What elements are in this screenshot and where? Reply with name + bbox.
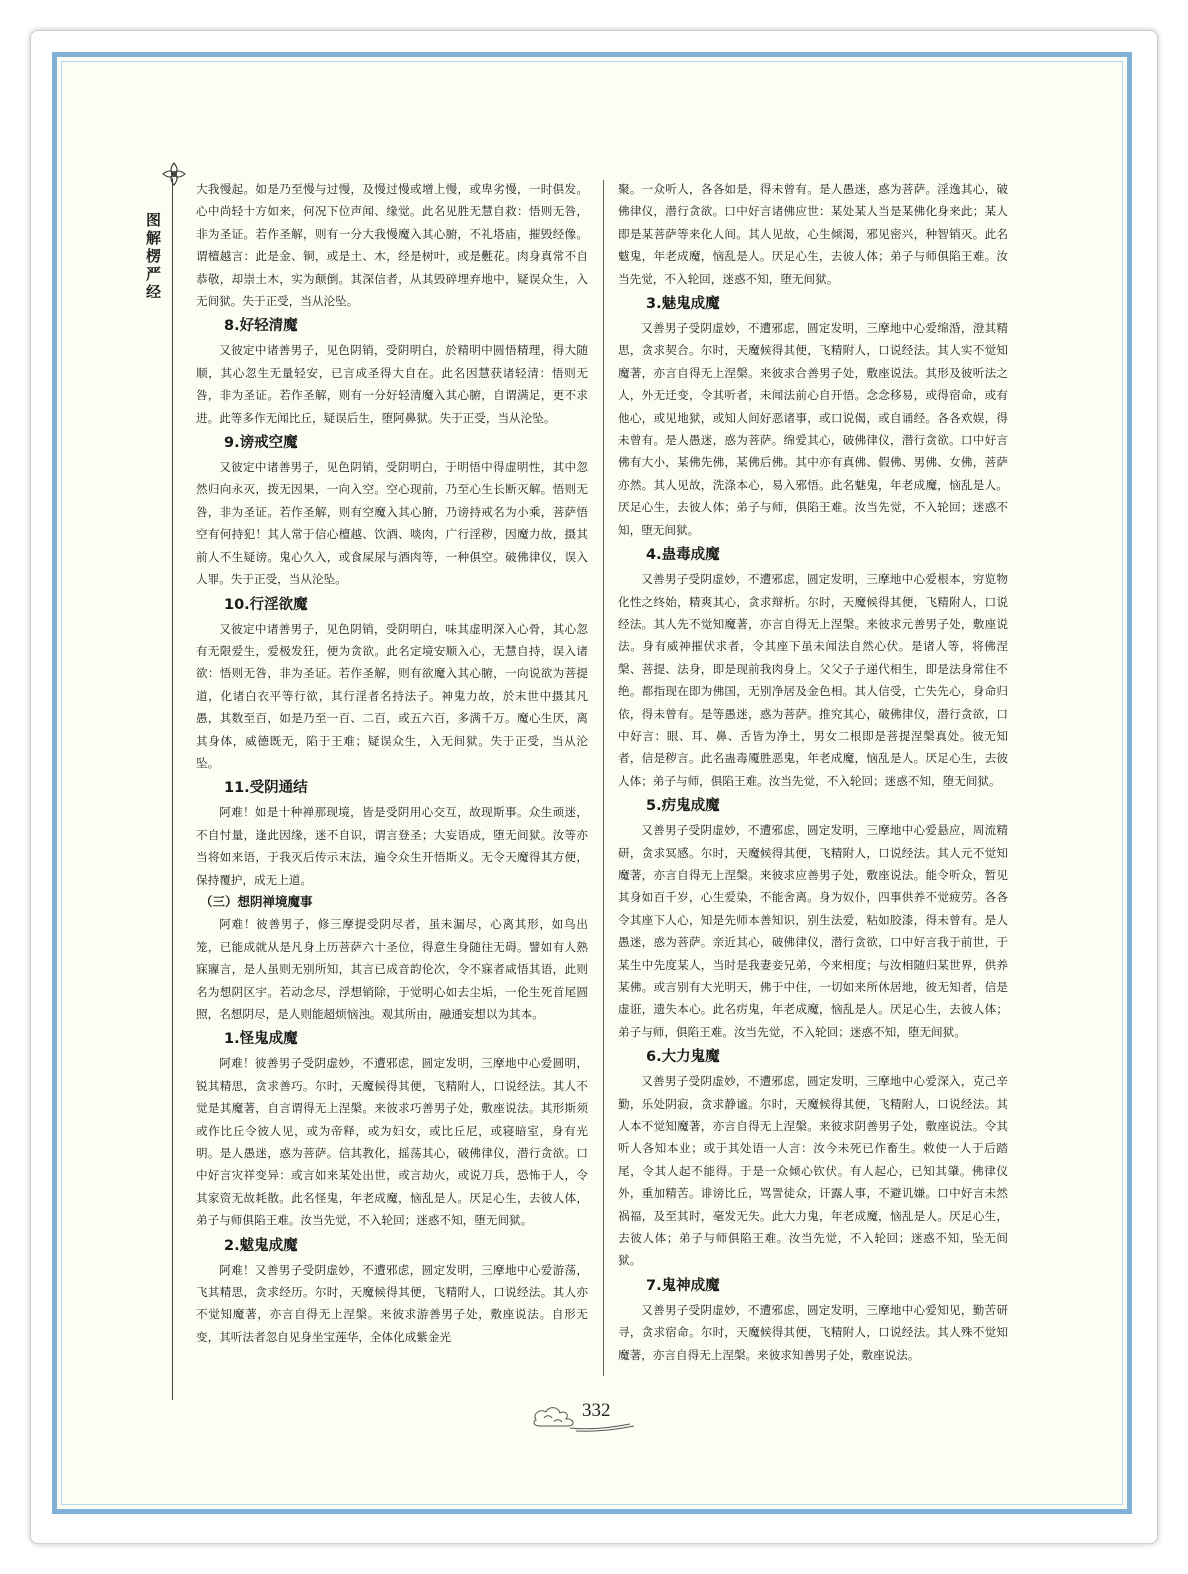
page-footer	[530, 1398, 640, 1432]
body-paragraph: 阿难！如是十种禅那现境，皆是受阴用心交互，故现斯事。众生顽迷，不自忖量，逢此因缘，迷不自识，谓言登圣；大妄语成，堕无间狱。汝等亦当将如来语，于我灭后传示末法，遍令众生开悟斯义。无令天魔得其方便，保持覆护，成无上道。	[196, 805, 588, 887]
body-paragraph: 大我慢起。如是乃至慢与过慢，及慢过慢或增上慢，或卑劣慢，一时俱发。心中尚轻十方如来，何况下位声闻、缘觉。此名见胜无慧自救：悟则无咎，非为圣证。若作圣解，则有一分大我慢魔入其心腑，不礼塔庙，摧毁经像。谓檀越言：此是金、铜，或是土、木，经是树叶，或是氎花。肉身真常不自恭敬，却崇土木，实为颠倒。其深信者，从其毁碎埋弃地中，疑误众生，入无间狱。失于正受，当从沦坠。	[196, 182, 588, 309]
body-paragraph: 阿难！彼善男子，修三摩提受阴尽者，虽未漏尽，心离其形，如鸟出笼，已能成就从是凡身上历菩萨六十圣位，得意生身随往无碍。譬如有人熟寐寱言，是人虽则无别所知，其言已成音韵伦次，令不寐者咸悟其语，此则名为想阴区宇。若动念尽，浮想销除，于觉明心如去尘垢，一伦生死首尾圆照，名想阴尽，是人则能超烦恼浊。观其所由，融通妄想以为其本。	[196, 917, 588, 1021]
section-heading: 10.行淫欲魔	[224, 596, 308, 613]
section-heading: 1.怪鬼成魔	[224, 1031, 298, 1048]
body-paragraph: 又善男子受阴虚妙，不遭邪虑，圆定发明，三摩地中心爱深入，克己辛勤，乐处阴寂，贪求静谧。尔时，天魔候得其便，飞精附人，口说经法。其人本不觉知魔著，亦言自得无上涅槃。来彼求阴善男子处，敷座说法。令其听人各知本业；或于其处语一人言：汝今未死已作畜生。敕使一人于后踏尾，令其人起不能得。于是一众倾心钦伏。有人起心，已知其肇。佛律仪外，重加精苦。诽谤比丘，骂詈徒众，讦露人事，不避讥嫌。口中好言未然祸福，及至其时，毫发无失。此大力鬼，年老成魔，恼乱是人。厌足心生，去彼人体；弟子与师俱陷王难。汝当先觉，不入轮回；迷惑不知，坠无间狱。	[618, 1074, 1008, 1268]
book-title-vertical: 图解楞严经	[144, 212, 162, 302]
right-text-column	[618, 178, 1008, 1366]
body-paragraph: 又善男子受阴虚妙，不遭邪虑，圆定发明，三摩地中心爱知见，勤苦研寻，贪求宿命。尔时，天魔候得其便，飞精附人，口说经法。其人殊不觉知魔著，亦言自得无上涅槃。来彼求知善男子处，敷座说法。	[618, 1302, 1008, 1362]
body-paragraph: 又彼定中诸善男子，见色阴销，受阴明白，味其虚明深入心骨，其心忽有无限爱生，爱极发狂，便为贪欲。此名定境安顺入心，无慧自持，误入诸欲：悟则无咎，非为圣证。若作圣解，则有欲魔入其心腑，一向说欲为菩提道，化诸白衣平等行欲，其行淫者名持法子。神鬼力故，於末世中摄其凡愚，其数至百，如是乃至一百、二百，或五六百，多满千万。魔心生厌，离其身体，威德既无，陷于王难；疑误众生，入无间狱。失于正受，当从沦坠。	[196, 621, 588, 770]
body-paragraph: 阿难！又善男子受阴虚妙，不遭邪虑，圆定发明，三摩地中心爱游荡，飞其精思，贪求经历。尔时，天魔候得其便，飞精附人，口说经法。其人亦不觉知魔著，亦言自得无上涅槃。来彼求游善男子处，敷座说法。自形无变，其听法者忽自见身坐宝莲华，全体化成紫金光	[196, 1262, 588, 1344]
subsection-heading: （三）想阴禅境魔事	[200, 893, 313, 909]
margin-rule	[172, 178, 173, 1400]
body-paragraph: 又彼定中诸善男子，见色阴销，受阴明白，于明悟中得虚明性，其中忽然归向永灭，拨无因果，一向入空。空心现前，乃至心生长断灭解。悟则无咎，非为圣证。若作圣解，则有空魔入其心腑，乃谤持戒名为小乘，菩萨悟空有何持犯！其人常于信心檀越、饮酒、啖肉，广行淫秽，因魔力故，摄其前人不生疑谤。鬼心久入，或食屎尿与酒肉等，一种俱空。破佛律仪，误入人罪。失于正受，当从沦坠。	[196, 460, 588, 587]
section-heading: 11.受阴通结	[224, 780, 308, 797]
section-heading: 2.魃鬼成魔	[224, 1237, 298, 1254]
body-paragraph: 聚。一众听人，各各如是，得未曾有。是人愚迷，惑为菩萨。淫逸其心，破佛律仪，潜行贪欲。口中好言诸佛应世：某处某人当是某佛化身来此；某人即是某菩萨等来化人间。其人见故，心生倾渴，邪见密兴，种智销灭。此名魃鬼，年老成魔，恼乱是人。厌足心生，去彼人体；弟子与师俱陷王难。汝当先觉，不入轮回，迷惑不知，堕无间狱。	[618, 182, 1008, 286]
left-text-column	[196, 178, 588, 1348]
body-paragraph: 又善男子受阴虚妙，不遭邪虑，圆定发明，三摩地中心爱悬应，周流精研，贪求冥感。尔时，天魔候得其便，飞精附人，口说经法。其人元不觉知魔著，亦言自得无上涅槃。来彼求应善男子处，敷座说法。能令听众，暂见其身如百千岁，心生爱染，不能舍离。身为奴仆，四事供养不觉疲劳。各各令其座下人心，知是先师本善知识，别生法爱，粘如胶漆，得未曾有。是人愚迷，惑为菩萨。亲近其心，破佛律仪，潜行贪欲，口中好言我于前世，于某生中先度某人，当时是我妻妾兄弟，今来相度；与汝相随归某世界，供养某佛。或言别有大光明天，佛于中住，一切如来所休居地，彼无知者，信是虚诳，遗失本心。此名疠鬼，年老成魔，恼乱是人。厌足心生，去彼人体；弟子与师，俱陷王难。汝当先觉，不入轮回；迷惑不知，堕无间狱。	[618, 823, 1008, 1039]
section-heading: 9.谤戒空魔	[224, 435, 298, 452]
section-heading: 6.大力鬼魔	[646, 1049, 720, 1066]
column-divider	[603, 180, 604, 1376]
section-heading: 5.疠鬼成魔	[646, 798, 720, 815]
section-heading: 7.鬼神成魔	[646, 1277, 720, 1294]
body-paragraph: 又彼定中诸善男子，见色阴销，受阴明白，於精明中圆悟精理，得大随顺，其心忽生无量轻安，已言成圣得大自在。此名因慧获诸轻清：悟则无咎，非为圣证。若作圣解，则有一分好轻清魔入其心腑，自谓满足，更不求进。此等多作无闻比丘，疑误后生，堕阿鼻狱。失于正受，当从沦坠。	[196, 343, 588, 425]
body-paragraph: 又善男子受阴虚妙，不遭邪虑，圆定发明，三摩地中心爱根本，穷览物化性之终始，精爽其心，贪求辩析。尔时，天魔候得其便，飞精附人，口说经法。其人先不觉知魔著，亦言自得无上涅槃。来彼求元善男子处，敷座说法。身有威神摧伏求者，令其座下虽未闻法自然心伏。是诸人等，将佛涅槃、菩提、法身，即是现前我肉身上。父父子子递代相生，即是法身常住不绝。都指现在即为佛国，无别净居及金色相。其人信受，亡失先心，身命归依，得未曾有。是等愚迷，惑为菩萨。推究其心，破佛律仪，潜行贪欲，口中好言：眼、耳、鼻、舌皆为净土，男女二根即是菩提涅槃真处。彼无知者，信是秽言。此名蛊毒魇胜恶鬼，年老成魔，恼乱是人。厌足心生，去彼人体；弟子与师，俱陷王难。汝当先觉，不入轮回；迷惑不知，堕无间狱。	[618, 572, 1008, 788]
page-number: 332	[582, 1400, 611, 1421]
section-heading: 4.蛊毒成魔	[646, 547, 720, 564]
body-paragraph: 又善男子受阴虚妙，不遭邪虑，圆定发明，三摩地中心爱绵涽，澄其精思，贪求契合。尔时，天魔候得其便，飞精附人，口说经法。其人实不觉知魔著，亦言自得无上涅槃。来彼求合善男子处，敷座说法。其形及彼听法之人，外无迁变，令其听者，未闻法前心自开悟。念念移易，或得宿命，或有他心，或见地狱，或知人间好恶诸事，或口说偈，或自诵经。各各欢娱，得未曾有。是人愚迷，惑为菩萨。绵爱其心，破佛律仪，潜行贪欲。口中好言佛有大小，某佛先佛，某佛后佛。其中亦有真佛、假佛、男佛、女佛，菩萨亦然。其人见故，洗涤本心，易入邪悟。此名魅鬼，年老成魔，恼乱是人。厌足心生，去彼人体；弟子与师，俱陷王难。汝当先觉，不入轮回；迷惑不知，堕无间狱。	[618, 321, 1008, 537]
body-paragraph: 阿难！彼善男子受阴虚妙，不遭邪虑，圆定发明，三摩地中心爱圆明，锐其精思，贪求善巧。尔时，天魔候得其便，飞精附人，口说经法。其人不觉是其魔著，自言谓得无上涅槃。来彼求巧善男子处，敷座说法。其形斯须或作比丘令彼人见，或为帝释，或为妇女，或比丘尼，或寝暗室，身有光明。是人愚迷，惑为菩萨。信其教化，摇荡其心，破佛律仪，潜行贪欲。口中好言灾祥变异：或言如来某处出世，或言劫火，或说刀兵，恐怖于人，令其家资无故耗散。此名怪鬼，年老成魔，恼乱是人。厌足心生，去彼人体，弟子与师俱陷王难。汝当先觉，不入轮回；迷惑不知，堕无间狱。	[196, 1056, 588, 1228]
section-heading: 3.魅鬼成魔	[646, 296, 720, 313]
section-heading: 8.好轻清魔	[224, 318, 298, 335]
lotus-ornament-icon	[160, 160, 188, 188]
